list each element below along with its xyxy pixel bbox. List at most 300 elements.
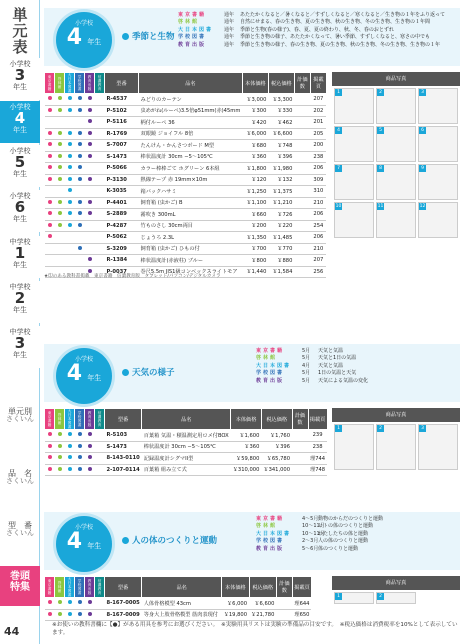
product-tax-price: ￥330 [268,105,294,117]
textbook-mark [75,220,85,232]
product-price: ￥6,000 [222,598,249,610]
unit-title [122,534,217,546]
product-price: ￥420 [242,117,268,129]
dot-icon [68,188,72,192]
grade-tab-number: 5 [14,153,26,172]
product-photo[interactable] [376,592,416,604]
product-page: 310 [310,186,326,198]
dot-icon [58,223,62,227]
textbook-mark [75,441,85,453]
product-count [292,430,308,442]
publisher-col-header: 教育出版 [85,409,95,430]
dot-icon [68,432,72,436]
textbook-mark [55,464,65,476]
sidebar-nav [0,0,40,644]
publisher-col-header: 啓林館 [55,73,65,94]
textbook-mark [55,174,65,186]
textbook-mark [75,94,85,106]
photo-number: 3 [419,89,426,96]
textbook-mark [85,598,95,610]
product-count [276,609,292,621]
textbook-mark [45,609,55,621]
product-code: P-0037 [105,266,139,278]
product-code: P-5066 [105,163,139,175]
product-page: 200 [310,140,326,152]
code-col-header: 型番 [105,409,142,430]
product-tax-price: ￥1,210 [268,197,294,209]
dot-icon [48,154,52,158]
textbook-mark [65,430,75,442]
publisher-name: 大日本図書 [178,26,214,33]
product-page: 309 [310,174,326,186]
publisher-desc: あたたかくなると／暑くなると／すずしくなると／寒くなると／生き物の１年をふり返って [240,12,446,18]
special-feature-line2: 特集 [10,581,30,593]
publisher-desc: 自然にせまる、春の生き物、夏の生き物、秋の生き物、冬の生き物、生き物の１年間 [240,19,431,26]
textbook-mark [55,255,65,267]
dot-icon [58,131,62,135]
special-feature-line1: 巻頭 [10,571,30,582]
photo-col-header: 商品写真 [332,576,460,590]
textbook-mark [45,453,55,465]
grade-badge-number: 4 [66,529,83,554]
index-link-sub: さくいん [6,529,34,538]
textbook-mark [65,197,75,209]
table-row[interactable] [45,163,327,175]
product-code: S-1473 [105,151,139,163]
textbook-row [178,19,445,26]
product-price: ￥1,100 [242,197,268,209]
product-name: 飼育箱 (虫かご) ひもの付 [139,243,243,255]
textbook-mark [45,232,55,244]
count-col-header: 計価数 [294,73,310,94]
textbook-mark [55,197,65,209]
grade-tab-number: 3 [14,334,26,353]
grade-tab-3[interactable] [0,190,40,232]
product-photo[interactable] [376,424,416,470]
product-price: ￥200 [242,220,268,232]
publisher-term: 通年 [224,12,235,18]
table-row[interactable] [45,453,328,465]
unit-index-char-1: 単 [12,6,28,24]
dot-icon [48,223,52,227]
dot-icon [88,177,92,181]
dot-icon [78,467,82,471]
table-row[interactable] [45,232,327,244]
textbook-mark [65,609,75,621]
photo-number: 9 [419,165,426,172]
textbook-mark [45,464,55,476]
name-col-header: 品名 [142,409,231,430]
product-photo[interactable] [334,424,374,470]
product-code: P-5062 [105,232,139,244]
dot-icon [68,467,72,471]
dot-icon [88,96,92,100]
photo-number: 2 [377,425,384,432]
dot-icon [68,177,72,181]
textbook-row [256,546,383,553]
dot-icon [58,467,62,471]
textbook-mark [55,151,65,163]
textbook-mark [85,209,95,221]
dot-icon [88,612,92,616]
publisher-desc: 体のつくりと運動 [318,545,359,552]
table-row[interactable] [45,140,327,152]
dot-icon [78,432,82,436]
product-photo[interactable] [418,126,458,162]
code-col-header: 型番 [105,73,139,94]
product-page: 理744 [308,453,327,465]
product-price: ￥1,600 [231,430,262,442]
product-photo[interactable] [334,592,374,604]
textbook-mark [55,140,65,152]
textbook-mark [75,209,85,221]
product-count [294,163,310,175]
textbook-mark [85,94,95,106]
dot-icon [78,154,82,158]
textbook-mark [85,255,95,267]
textbook-mark [85,117,95,129]
textbook-mark [65,174,75,186]
unit-index-title[interactable] [0,8,40,55]
code-col-header: 型番 [105,577,142,598]
dot-icon [78,600,82,604]
product-name: 棒状温度計 30cm −5〜105℃ [139,151,243,163]
textbook-mark [45,186,55,198]
product-name: 霧吹き 300mL [139,209,243,221]
dot-icon [78,108,82,112]
table-row[interactable] [45,174,327,186]
product-photo[interactable] [418,202,458,238]
product-photo[interactable] [418,424,458,470]
tax-col-header: 税込価格 [268,73,294,94]
product-photo[interactable] [376,126,416,162]
textbook-mark [95,117,105,129]
page-col-header: 掲載頁 [292,577,311,598]
textbook-mark [95,209,105,221]
product-page: 238 [308,441,327,453]
dot-icon [88,257,92,261]
product-page: 256 [310,266,326,278]
product-photo[interactable] [334,126,374,162]
photo-number: 1 [335,89,342,96]
product-price: ￥59,800 [231,453,262,465]
publisher-col-header: 学校図書 [75,577,85,598]
dot-icon [78,612,82,616]
product-page: 理644 [292,598,311,610]
product-count [294,220,310,232]
textbook-mark [55,117,65,129]
index-link-2[interactable] [0,522,40,538]
textbook-list [178,12,445,49]
dot-icon [78,177,82,181]
publisher-col-header: 東京書籍 [45,73,55,94]
textbook-mark [75,117,85,129]
textbook-mark [75,197,85,209]
grade-tab-school: 小学校 [9,103,31,111]
grade-tab-school: 中学校 [9,328,31,336]
publisher-col-header: 啓林館 [55,577,65,598]
product-photo[interactable] [418,88,458,124]
grade-tab-4[interactable] [0,236,40,278]
table-row[interactable] [45,151,327,163]
dot-icon [48,467,52,471]
textbook-mark [85,140,95,152]
price-col-header: 本体価格 [231,409,262,430]
photo-number: 2 [377,89,384,96]
textbook-mark [75,430,85,442]
bullet-icon [122,369,129,376]
product-price: ￥19,800 [222,609,249,621]
product-code: R-1769 [105,128,139,140]
grade-tab-5[interactable] [0,281,40,323]
table-row[interactable] [45,255,327,267]
publisher-term: 通年 [224,19,235,26]
dot-icon [78,223,82,227]
textbook-mark [55,232,65,244]
page-number: 44 [4,625,20,638]
product-tax-price: ￥880 [268,255,294,267]
textbook-mark [95,220,105,232]
table-row[interactable] [45,598,312,610]
index-link-title: 品 名 [8,469,32,478]
product-tax-price: ￥748 [268,140,294,152]
textbook-mark [75,128,85,140]
dot-icon [48,142,52,146]
publisher-desc: 人の体のつくりと運動 [318,538,369,545]
product-page: 207 [310,255,326,267]
textbook-mark [75,140,85,152]
textbook-row [256,523,383,530]
textbook-mark [85,197,95,209]
textbook-mark [95,464,105,476]
product-photo[interactable] [334,88,374,124]
dot-icon [68,154,72,158]
product-price: ￥1,800 [242,163,268,175]
publisher-name: 学校図書 [178,34,207,41]
photo-number: 1 [335,425,342,432]
dot-icon [58,142,62,146]
table-row[interactable] [45,197,327,209]
textbook-mark [75,232,85,244]
table-row[interactable] [45,464,328,476]
textbook-mark [75,609,85,621]
table-row[interactable] [45,441,328,453]
product-count [294,151,310,163]
table-row[interactable] [45,243,327,255]
textbook-list [256,348,368,385]
grade-tab-year: 年生 [13,306,27,315]
index-link-1[interactable] [0,470,40,486]
product-page: 207 [310,94,326,106]
product-photo[interactable] [376,164,416,200]
textbook-mark [85,151,95,163]
dot-icon [48,234,52,238]
product-price: ￥360 [231,441,262,453]
dot-icon [48,600,52,604]
grade-tab-number: 6 [14,198,26,217]
publisher-col-header: 東京書籍 [45,409,55,430]
product-photo[interactable] [376,88,416,124]
table-row[interactable] [45,186,327,198]
textbook-mark [85,609,95,621]
product-photo[interactable] [334,202,374,238]
grade-tab-6[interactable] [0,326,40,368]
dot-icon [88,154,92,158]
product-tax-price: ￥396 [261,441,292,453]
textbook-mark [75,151,85,163]
product-name: 巻尺5.5m JIS1級コンベックスライトモア [139,266,243,278]
dot-icon [68,444,72,448]
grade-tab-number: 3 [14,66,26,85]
publisher-term: 10〜11月 [302,523,325,530]
product-code: P-5116 [105,117,139,129]
product-table [44,72,327,278]
publisher-name: 東京書籍 [256,348,285,354]
dot-icon [58,177,62,181]
photo-number: 5 [377,127,384,134]
textbook-mark [85,430,95,442]
product-code: S-2889 [105,209,139,221]
table-row[interactable] [45,430,328,442]
textbook-mark [85,243,95,255]
grade-tab-year: 年生 [13,351,27,360]
unit-title-text: 天気の様子 [132,368,175,378]
grade-badge [56,516,112,572]
grade-tab-school: 小学校 [9,147,31,155]
product-page: 238 [310,151,326,163]
table-row[interactable] [45,105,327,117]
product-code: 8-167-0005 [105,598,142,610]
textbook-mark [65,140,75,152]
dot-icon [48,211,52,215]
photo-number: 7 [335,165,342,172]
textbook-mark [45,209,55,221]
textbook-mark [55,94,65,106]
dot-icon [58,200,62,204]
dot-icon [48,96,52,100]
product-table [44,408,328,476]
textbook-mark [85,163,95,175]
dot-icon [88,119,92,123]
product-price: ￥300 [242,105,268,117]
dot-icon [48,200,52,204]
table-row[interactable] [45,94,327,106]
textbook-mark [65,243,75,255]
table-row[interactable] [45,209,327,221]
index-link-sub: さくいん [6,415,34,424]
textbook-row [256,378,368,385]
textbook-mark [45,94,55,106]
photo-number: 12 [419,204,426,209]
product-price: ￥680 [242,140,268,152]
textbook-mark [45,441,55,453]
textbook-mark [65,464,75,476]
publisher-col-header: 信濃教育 [95,577,105,598]
textbook-mark [95,453,105,465]
grade-badge [56,12,112,68]
grade-badge-year: 年生 [87,38,102,46]
product-page: 206 [310,209,326,221]
table-row[interactable] [45,220,327,232]
product-photo[interactable] [376,202,416,238]
textbook-mark [45,243,55,255]
textbook-mark [85,128,95,140]
table-row[interactable] [45,128,327,140]
dot-icon [58,455,62,459]
textbook-mark [45,151,55,163]
grade-tab-1[interactable] [0,101,40,143]
textbook-mark [65,255,75,267]
product-page: 理650 [292,609,311,621]
dot-icon [68,211,72,215]
grade-tab-2[interactable] [0,145,40,187]
product-page: 201 [310,117,326,129]
product-photo[interactable] [418,164,458,200]
publisher-term: 通年 [224,26,235,33]
product-count [294,209,310,221]
bullet-icon [122,33,129,40]
dot-icon [78,444,82,448]
product-tax-price: ￥396 [268,151,294,163]
product-count [276,598,292,610]
textbook-mark [75,453,85,465]
textbook-mark [45,174,55,186]
photo-number: 10 [335,204,342,209]
product-tax-price: ￥1,584 [268,266,294,278]
table-row[interactable] [45,609,312,621]
dot-icon [58,444,62,448]
dot-icon [48,131,52,135]
textbook-mark [75,598,85,610]
textbook-mark [85,186,95,198]
product-code: S-1473 [105,441,142,453]
name-col-header: 品名 [142,577,222,598]
table-row[interactable] [45,117,327,129]
tax-col-header: 税込価格 [249,577,276,598]
product-name: みどりのカーテン [139,94,243,106]
publisher-desc: 天気と1日の気温 [318,355,357,362]
product-name: たんけん・かんさつボード M型 [139,140,243,152]
unit-title-text: 季節と生物 [132,32,175,42]
dot-icon [58,154,62,158]
index-link-0[interactable] [0,408,40,424]
dot-icon [48,612,52,616]
product-code: S-7007 [105,140,139,152]
product-tax-price: ￥1,485 [268,232,294,244]
textbook-mark [65,598,75,610]
textbook-mark [65,209,75,221]
dot-icon [68,600,72,604]
publisher-desc: わたしたちの体と運動 [318,530,369,537]
dot-icon [88,131,92,135]
product-photo[interactable] [334,164,374,200]
publisher-term: 4〜5月 [302,516,319,522]
special-feature-tab[interactable] [0,566,40,606]
product-tax-price: ￥1,980 [268,163,294,175]
textbook-mark [55,163,65,175]
grade-tab-0[interactable] [0,58,40,100]
product-page: 205 [310,128,326,140]
textbook-mark [95,598,105,610]
textbook-mark [65,163,75,175]
product-tax-price: ￥3,300 [268,94,294,106]
photo-number: 2 [377,593,384,600]
publisher-name: 学校図書 [256,538,285,545]
product-count [294,255,310,267]
dot-icon [88,142,92,146]
product-tax-price: ￥132 [268,174,294,186]
grade-tab-year: 年生 [13,126,27,135]
